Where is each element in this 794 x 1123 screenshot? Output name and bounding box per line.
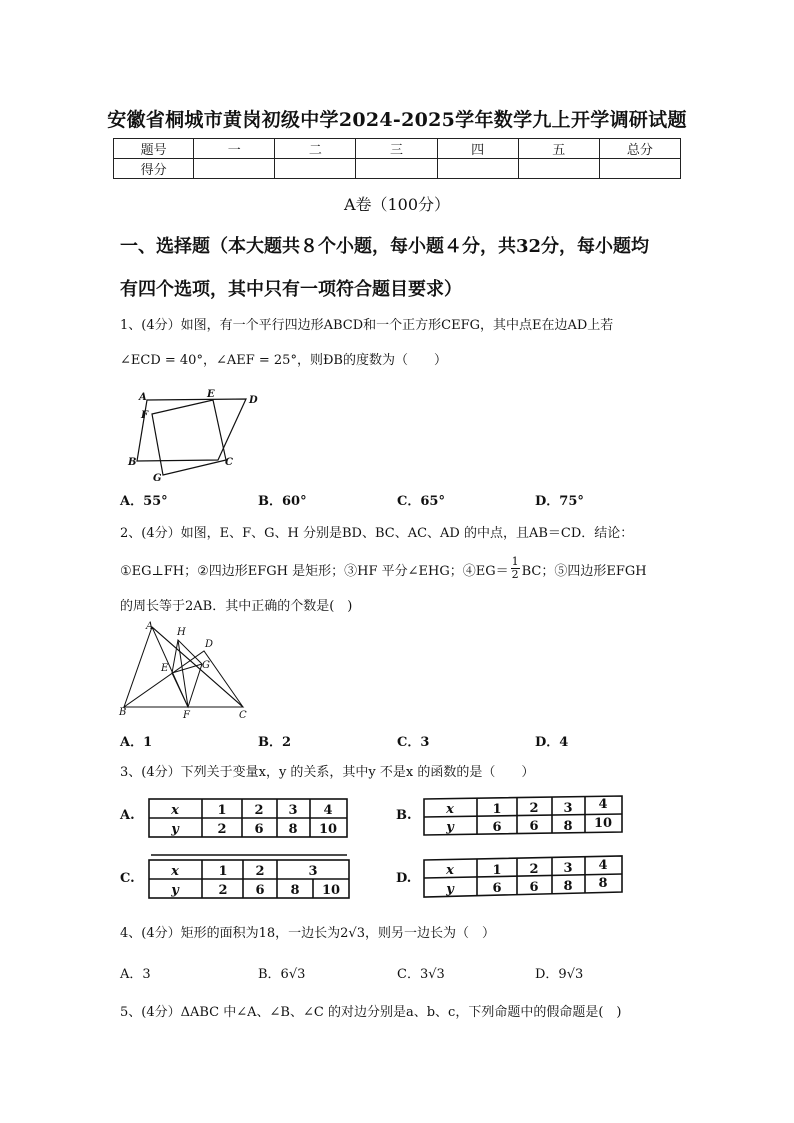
q2-label-b: B [119, 707, 127, 718]
q2-text-line2-start: ①EG⊥FH；②四边形EFGH 是矩形；③HF 平分∠EHG；④EG＝ [120, 564, 509, 579]
q2-label-e: E [161, 663, 169, 674]
q3d-y-header: y [446, 882, 454, 897]
score-header-cell: 题号 [114, 139, 194, 159]
q3c-x-cell: 1 [218, 864, 228, 879]
q3a-y-cell: 2 [217, 822, 227, 837]
q2-label-h: H [177, 627, 186, 638]
q1-label-e: E [207, 389, 215, 400]
q2-label-d: D [205, 639, 214, 650]
q1-option-c[interactable]: C．65° [397, 494, 445, 509]
q1-option-a[interactable]: A．55° [120, 494, 168, 509]
score-header-cell: 总分 [599, 139, 680, 159]
score-cell[interactable] [437, 159, 518, 179]
q3d-x-cell: 1 [492, 863, 502, 878]
section-1-title-line1: 一、选择题（本大题共８个小题，每小题４分，共32分，每小题均 [120, 236, 650, 257]
q3b-y-cell: 6 [492, 820, 502, 835]
q2-fraction-numerator: 1 [511, 555, 519, 568]
q4-option-a[interactable]: A．3 [120, 967, 151, 982]
q3a-y-cell: 10 [318, 822, 338, 837]
q3c-y-cell: 6 [255, 883, 265, 898]
q3b-x-header: x [446, 802, 454, 817]
q3a-y-cell: 6 [254, 822, 264, 837]
q3d-y-cell: 6 [492, 881, 502, 896]
q2-fraction [511, 556, 520, 581]
q2-text-line3: 的周长等于2AB．其中正确的个数是( ) [120, 599, 353, 614]
q1-label-b: B [128, 457, 137, 468]
q2-fraction-denominator: 2 [511, 568, 519, 581]
q2-text-line2-end: BC；⑤四边形EFGH [521, 564, 647, 579]
q3c-y-header: y [171, 883, 179, 898]
q3-table-b[interactable] [422, 792, 626, 840]
section-1-title-line2: 有四个选项，其中只有一项符合题目要求） [120, 279, 462, 300]
q3a-y-header: y [171, 822, 179, 837]
q3d-y-cell: 8 [598, 876, 608, 891]
q2-figure [116, 618, 256, 722]
section-a-heading: A卷（100分） [343, 195, 451, 214]
q4-option-d[interactable]: D．9√3 [535, 967, 584, 982]
q3c-x-cell: 3 [308, 864, 318, 879]
q3a-x-header: x [171, 803, 179, 818]
q3c-y-cell: 10 [321, 883, 341, 898]
page-title: 安徽省桐城市黄岗初级中学2024-2025学年数学九上开学调研试题 [107, 109, 687, 131]
q3b-y-cell: 6 [529, 819, 539, 834]
score-row-label: 得分 [114, 159, 194, 179]
q1-label-g: G [153, 473, 162, 484]
q2-option-b[interactable]: B．2 [258, 735, 292, 750]
q3-option-c[interactable]: C. [120, 871, 135, 886]
q3-option-d[interactable]: D. [396, 871, 412, 886]
q3d-y-cell: 8 [563, 879, 573, 894]
q3a-x-cell: 4 [323, 803, 333, 818]
score-table-header-row [114, 139, 681, 159]
q3d-x-cell: 4 [598, 858, 608, 873]
q1-figure [118, 384, 268, 484]
q2-label-c: C [239, 710, 247, 721]
score-header-cell: 二 [275, 139, 356, 159]
q3d-x-cell: 3 [563, 861, 573, 876]
q3b-x-cell: 2 [529, 801, 539, 816]
score-header-cell: 五 [518, 139, 599, 159]
q3-text-line1: 3、(4分）下列关于变量x，y 的关系，其中y 不是x 的函数的是（ ） [120, 765, 535, 780]
q3a-y-cell: 8 [288, 822, 298, 837]
q2-text-line2 [120, 557, 647, 582]
q3b-y-cell: 8 [563, 819, 573, 834]
q1-text-line2: ∠ECD = 40°，∠AEF = 25°，则ÐB的度数为（ ） [120, 353, 447, 368]
q1-label-a: A [139, 392, 147, 403]
score-cell[interactable] [518, 159, 599, 179]
q4-text-line1: 4、(4分）矩形的面积为18，一边长为2√3，则另一边长为（ ） [120, 926, 495, 941]
q1-option-d[interactable]: D．75° [535, 494, 584, 509]
q3b-x-cell: 4 [598, 797, 608, 812]
q3b-x-cell: 1 [492, 802, 502, 817]
q3-table-c[interactable] [147, 852, 353, 904]
score-cell[interactable] [275, 159, 356, 179]
q3b-x-cell: 3 [563, 801, 573, 816]
q3d-y-cell: 6 [529, 880, 539, 895]
q3a-x-cell: 2 [254, 803, 264, 818]
q1-label-c: C [225, 457, 233, 468]
q3-option-a[interactable]: A. [120, 808, 135, 823]
q2-label-f: F [183, 710, 190, 721]
score-table [113, 138, 681, 179]
score-cell[interactable] [599, 159, 680, 179]
q3d-x-header: x [446, 863, 454, 878]
q1-option-b[interactable]: B．60° [258, 494, 307, 509]
q2-option-a[interactable]: A．1 [120, 735, 153, 750]
q3b-y-cell: 10 [593, 816, 613, 831]
q1-text-line1: 1、(4分）如图，有一个平行四边形ABCD和一个正方形CEFG，其中点E在边AD上若 [120, 318, 614, 333]
q2-label-a: A [146, 621, 154, 632]
q2-label-g: G [202, 660, 210, 671]
q1-label-f: F [141, 410, 149, 421]
q3c-y-cell: 2 [218, 883, 228, 898]
score-cell[interactable] [194, 159, 275, 179]
score-table-score-row [114, 159, 681, 179]
q5-text-line1: 5、(4分）ΔABC 中∠A、∠B、∠C 的对边分别是a、b、c，下列命题中的假命题是( ) [120, 1005, 622, 1020]
score-header-cell: 四 [437, 139, 518, 159]
score-cell[interactable] [356, 159, 437, 179]
q3c-x-header: x [171, 864, 179, 879]
q3-option-b[interactable]: B. [396, 808, 412, 823]
q3c-y-cell: 8 [290, 883, 300, 898]
score-header-cell: 三 [356, 139, 437, 159]
q3d-x-cell: 2 [529, 862, 539, 877]
q3a-x-cell: 1 [217, 803, 227, 818]
score-header-cell: 一 [194, 139, 275, 159]
q3a-x-cell: 3 [288, 803, 298, 818]
q4-option-c[interactable]: C．3√3 [397, 967, 445, 982]
q2-text-line1: 2、(4分）如图，E、F、G、H 分别是BD、BC、AC、AD 的中点，且AB＝CD．结论： [120, 526, 634, 541]
q1-label-d: D [249, 395, 258, 406]
q3b-y-header: y [446, 820, 454, 835]
q4-option-b[interactable]: B．6√3 [258, 967, 306, 982]
q3-table-a[interactable] [147, 796, 351, 842]
q3c-x-cell: 2 [255, 864, 265, 879]
q2-option-c[interactable]: C．3 [397, 735, 430, 750]
q2-option-d[interactable]: D．4 [535, 735, 569, 750]
q3-table-d[interactable] [422, 852, 626, 902]
